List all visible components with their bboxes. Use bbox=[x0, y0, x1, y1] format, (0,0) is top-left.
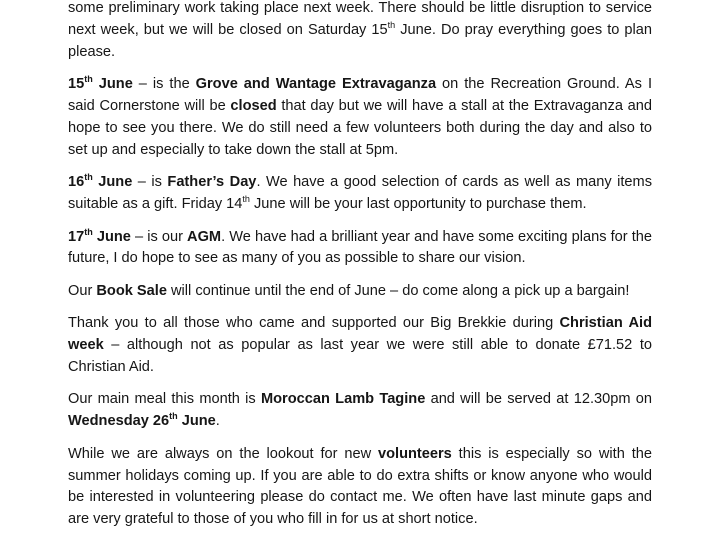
text-run: Christian Aid week bbox=[68, 315, 652, 354]
text-run: June bbox=[92, 228, 131, 245]
text-run: Grove and Wantage Extravaganza bbox=[195, 76, 437, 93]
text-run: th bbox=[242, 194, 250, 205]
text-run: Our bbox=[68, 282, 97, 299]
text-run: – although not as popular as last year we were still able to donate £71.52 to Christian Aid. bbox=[68, 337, 652, 375]
document-body bbox=[68, 0, 652, 531]
text-run: th bbox=[84, 172, 93, 183]
text-run: on the Recreation Ground. As I said Cornerstone will be bbox=[68, 76, 652, 115]
para-15-june bbox=[68, 74, 652, 162]
text-run: While we are always on the lookout for new bbox=[68, 445, 378, 462]
text-run: June bbox=[177, 413, 216, 430]
text-run: – is our bbox=[130, 228, 188, 245]
text-run: that day but we will have a stall at the Extravaganza and hope to see you there. We do still need a few volunteers both during the day and also to set up and especially to take down the stall at 5pm. bbox=[68, 98, 652, 158]
text-run: June will be your last opportunity to purchase them. bbox=[249, 196, 587, 213]
text-run: . bbox=[215, 413, 220, 430]
text-run: 15 bbox=[68, 76, 85, 93]
para-disruption bbox=[68, 0, 652, 64]
text-run: 16 bbox=[68, 174, 85, 191]
text-run: some preliminary work taking place next week. There should be little disruption to service next week, but we will be closed on Saturday 15 bbox=[68, 0, 652, 38]
text-run: . We have a good selection of cards as well as many items suitable as a gift. Friday 14 bbox=[68, 174, 652, 213]
text-run: June. Do pray everything goes to plan please. bbox=[68, 21, 653, 60]
text-run: June bbox=[92, 76, 133, 93]
para-16-june bbox=[68, 172, 652, 216]
para-17-june bbox=[68, 227, 652, 271]
text-run: Book Sale bbox=[96, 282, 167, 299]
text-run: – is bbox=[132, 174, 168, 191]
text-run: this is especially so with the summer holidays coming up. If you are able to do extra shifts or know anyone who would be interested in volunteering please do contact me. We often have last minute gaps and are very grateful to those of you who fill in for us at short notice. bbox=[68, 445, 652, 528]
text-run: Thank you to all those who came and supported our Big Brekkie during bbox=[68, 315, 560, 332]
text-run: will continue until the end of June – do come along a pick up a bargain! bbox=[166, 282, 630, 299]
para-christian-aid bbox=[68, 313, 652, 379]
text-run: AGM bbox=[187, 228, 222, 245]
text-run: Our main meal this month is bbox=[68, 391, 261, 408]
para-book-sale bbox=[68, 281, 652, 303]
text-run: th bbox=[169, 411, 178, 422]
para-main-meal bbox=[68, 389, 652, 433]
text-run: volunteers bbox=[378, 445, 452, 462]
text-run: . We have had a brilliant year and have some exciting plans for the future, I do hope to see as many of you as possible to share our vision. bbox=[68, 228, 652, 267]
text-run: – is the bbox=[132, 76, 196, 93]
text-run: Wednesday 26 bbox=[68, 413, 170, 430]
text-run: 17 bbox=[68, 228, 85, 245]
text-run: th bbox=[387, 20, 396, 31]
text-run: Moroccan Lamb Tagine bbox=[260, 391, 426, 408]
text-run: th bbox=[84, 74, 93, 85]
text-run: closed bbox=[230, 98, 277, 115]
para-volunteers bbox=[68, 444, 652, 532]
text-run: Father’s Day bbox=[167, 174, 257, 191]
text-run: and will be served at 12.30pm on bbox=[425, 391, 653, 408]
text-run: June bbox=[92, 174, 133, 191]
text-run: th bbox=[84, 226, 93, 237]
